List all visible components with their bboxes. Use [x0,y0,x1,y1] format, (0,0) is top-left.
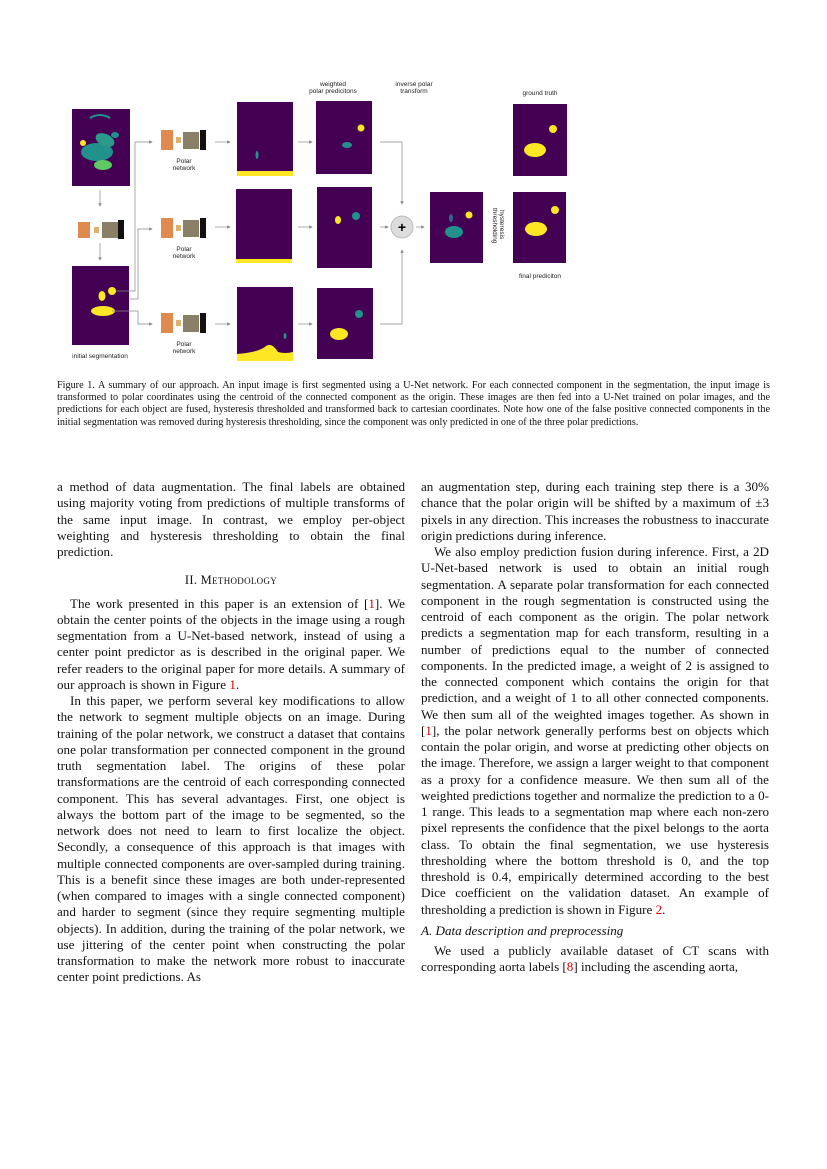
right-column [421,479,769,976]
initial-segmentation-image [72,266,129,345]
figure-link[interactable]: 1 [229,676,236,692]
figure-link[interactable]: 2 [655,901,663,917]
citation-link[interactable]: 1 [425,722,432,738]
inverse-transform-2 [317,187,372,268]
section-heading: II. Methodology [184,573,278,588]
inverse-transform-1 [316,101,372,174]
sum-node [391,216,413,238]
polar-network-label: network [172,348,196,355]
final-prediction-label: final prediciton [519,273,561,280]
citation-link[interactable]: 1 [368,595,375,611]
weighted-prediction-3 [237,287,293,361]
fused-prediction [430,192,483,263]
inverse-heading-2: transform [400,88,428,95]
polar-network-label: Polar [176,158,192,165]
svg-text:+: + [397,219,407,235]
weighted-prediction-1 [237,102,293,176]
polar-network-1 [161,130,206,172]
ground-truth-image [513,104,567,176]
paragraph: We also employ prediction fusion during inference. First, a 2D U-Net-based network is used to obtain an initial rough segmentation. A separate polar transformation for each connected component in the rough segmentation is constructed using the centroid of each component as the origin. The polar network predicts a segmentation map for each transform, resulting in a number of predictions equal to the number of connected components. In the predicted image, a weight of 2 is assigned to the connected component which contains the origin for that prediction, and a weight of 1 to all other connected components. We then sum all of the weighted images together. As shown in [1], the polar network generally performs best on objects which contain the polar origin, and worse at predicting other objects on the image. Therefore, we assign a larger weight to that component as a proxy for a confidence measure. We then sum all of the weighted predictions together and normalize the prediction to a 0-1 range. This leads to a segmentation map where each non-zero pixel represents the confidence that the pixel belongs to the aorta class. To obtain the final segmentation, we use hysteresis thresholding where the bottom threshold is 0, and the top threshold is 0.4, empirically determined according to the best Dice coefficient on the validation dataset. An example of thresholding a prediction is shown in Figure 2. [421,544,769,917]
unet-icon [78,220,124,239]
polar-network-2 [161,218,206,260]
polar-network-3 [161,313,206,355]
inverse-transform-3 [317,288,373,359]
polar-network-label: Polar [176,341,192,348]
figure-caption: Figure 1. A summary of our approach. An input image is first segmented using a U-Net network. For each connected component in the segmentation, the input image is transformed to polar coordinates using the centroid of the connected component as the origin. These images are then fed into a U-Net trained on polar images, and the predictions for each object are fused, hysteresis thresholded and transformed back to cartesian coordinates. Note how one of the false positive connected components in the initial segmentation was removed during hysteresis thresholding, since the component was only predicted in one of the three polar predictions. [57,380,770,428]
paragraph: We used a publicly available dataset of CT scans with corresponding aorta labels [8] including the ascending aorta, [421,943,769,975]
final-prediction-image [513,192,566,263]
inverse-heading-1: inverse polar [395,81,433,88]
polar-network-label: network [172,253,196,260]
citation-link[interactable]: 8 [566,959,574,975]
polar-network-label: network [172,165,196,172]
paragraph: In this paper, we perform several key modifications to allow the network to segment multiple objects on an image. During training of the polar network, we construct a dataset that contains one polar transformation per connected component in the ground truth segmentation label. The origins of these polar transformations are the centroid of each corresponding connected component. This has several advantages. First, one object is always the bottom part of the image to be segmented, so the network does not need to learn to first localize the object. Secondly, a consequence of this approach is that images with multiple connected components are over-sampled during training. This is a benefit since these images are both under-represented (when compared to images with a single connected component) and harder to segment (since they require segmenting multiple objects). In addition, during the training of the polar network, we use jittering of the center point when constructing the polar transformation to make the network more robust to inaccurate center point predictions. As [57,693,405,985]
subsection-heading: A. Data description and preprocessing [421,922,624,938]
paragraph: an augmentation step, during each training step there is a 30% chance that the polar origin will be shifted by a maximum of ±3 pixels in any direction. This increases the robustness to inaccurate origin predictions during inference. [421,479,769,543]
svg-text:hysteresis: hysteresis [498,210,505,240]
figure-1 [0,0,827,370]
polar-network-label: Polar [176,246,192,253]
paragraph: The work presented in this paper is an extension of [1]. We obtain the center points of the objects in the image using a rough segmentation from a U-Net-based network, instead of using a center point predictor as is described in the original paper. We refer readers to the original paper for more details. A summary of our approach is shown in Figure 1. [57,595,405,692]
weighted-heading-1: weighted [319,81,347,88]
left-column [57,479,405,986]
paragraph: a method of data augmentation. The final labels are obtained using majority voting from predictions of multiple transforms of the same input image. In contrast, we employ per-object weighting and hysteresis thresholding to obtain the final prediction. [57,479,405,559]
svg-text:thresholding: thresholding [491,208,498,244]
ground-truth-label: ground truth [522,90,558,97]
input-image [72,109,130,186]
weighted-prediction-2 [236,189,292,263]
weighted-heading-2: polar predicitons [309,88,357,95]
initial-segmentation-label: initial segmentation [72,353,128,360]
hysteresis-label [491,208,505,244]
